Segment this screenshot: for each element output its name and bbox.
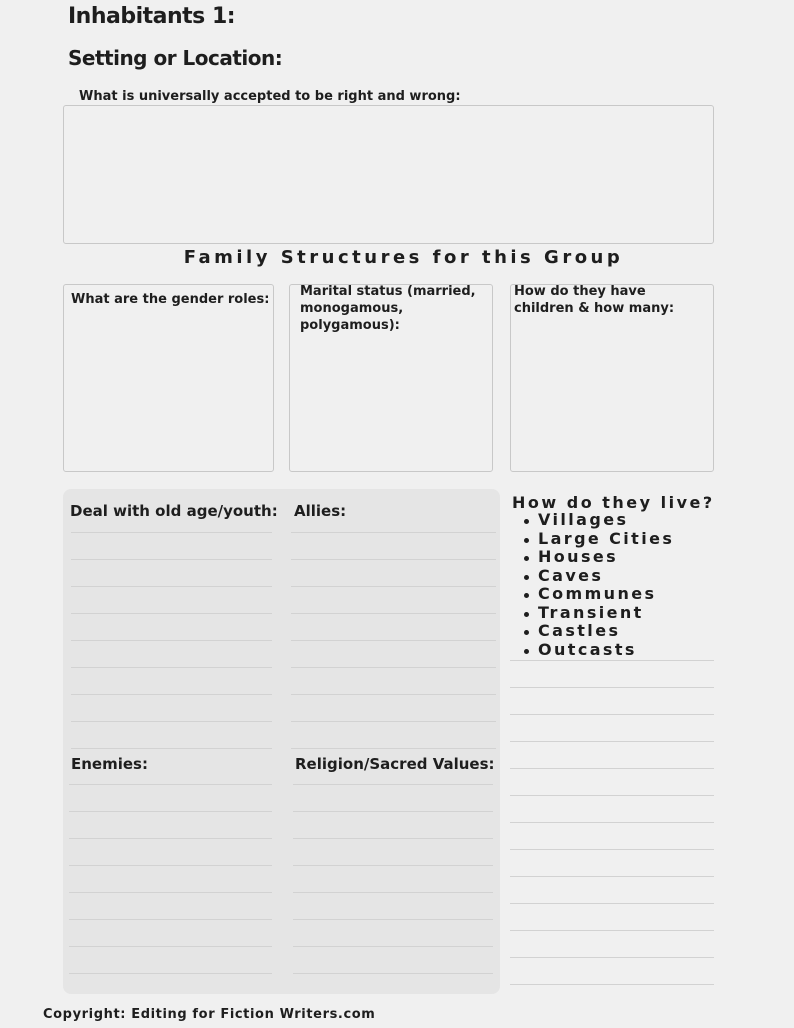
writing-line[interactable] <box>69 838 272 839</box>
writing-line[interactable] <box>69 892 272 893</box>
copyright-text: Copyright: Editing for Fiction Writers.com <box>43 1007 376 1022</box>
writing-line[interactable] <box>510 903 714 904</box>
writing-line[interactable] <box>293 892 493 893</box>
writing-line[interactable] <box>510 768 714 769</box>
writing-line[interactable] <box>510 687 714 688</box>
writing-line[interactable] <box>510 741 714 742</box>
writing-line[interactable] <box>71 532 272 533</box>
writing-line[interactable] <box>291 586 496 587</box>
writing-line[interactable] <box>510 849 714 850</box>
writing-line[interactable] <box>510 876 714 877</box>
writing-line[interactable] <box>291 640 496 641</box>
list-item: Outcasts <box>512 641 674 660</box>
writing-line[interactable] <box>71 613 272 614</box>
writing-line[interactable] <box>293 865 493 866</box>
writing-line[interactable] <box>69 946 272 947</box>
writing-line[interactable] <box>510 795 714 796</box>
writing-line[interactable] <box>293 919 493 920</box>
list-item: Houses <box>512 548 674 567</box>
list-item: Caves <box>512 567 674 586</box>
writing-line[interactable] <box>510 957 714 958</box>
right-wrong-prompt: What is universally accepted to be right and wrong: <box>79 89 461 104</box>
writing-line[interactable] <box>293 838 493 839</box>
writing-line[interactable] <box>510 822 714 823</box>
writing-line[interactable] <box>71 559 272 560</box>
writing-line[interactable] <box>291 613 496 614</box>
writing-line[interactable] <box>71 586 272 587</box>
family-section-title: Family Structures for this Group <box>183 247 624 268</box>
writing-line[interactable] <box>510 930 714 931</box>
old-age-heading: Deal with old age/youth: <box>70 502 278 520</box>
writing-line[interactable] <box>510 984 714 985</box>
writing-line[interactable] <box>510 660 714 661</box>
list-item: Transient <box>512 604 674 623</box>
writing-line[interactable] <box>293 811 493 812</box>
writing-line[interactable] <box>71 640 272 641</box>
children-box[interactable] <box>510 284 714 472</box>
enemies-heading: Enemies: <box>71 755 148 773</box>
list-item: Communes <box>512 585 674 604</box>
list-item: Castles <box>512 622 674 641</box>
right-wrong-textbox[interactable] <box>63 105 714 244</box>
writing-line[interactable] <box>291 667 496 668</box>
list-item: Large Cities <box>512 530 674 549</box>
writing-line[interactable] <box>291 532 496 533</box>
writing-line[interactable] <box>291 694 496 695</box>
religion-heading: Religion/Sacred Values: <box>295 755 495 773</box>
how-live-list <box>512 511 674 659</box>
page-title: Inhabitants 1: <box>68 4 236 29</box>
writing-line[interactable] <box>291 748 496 749</box>
setting-label: Setting or Location: <box>68 46 283 70</box>
writing-line[interactable] <box>69 919 272 920</box>
writing-line[interactable] <box>71 667 272 668</box>
writing-line[interactable] <box>71 748 272 749</box>
writing-line[interactable] <box>69 973 272 974</box>
writing-line[interactable] <box>510 714 714 715</box>
writing-line[interactable] <box>293 973 493 974</box>
gender-roles-box[interactable] <box>63 284 274 472</box>
writing-line[interactable] <box>291 559 496 560</box>
writing-line[interactable] <box>69 811 272 812</box>
allies-heading: Allies: <box>294 502 347 520</box>
how-live-title: How do they live? <box>512 493 715 512</box>
writing-line[interactable] <box>293 946 493 947</box>
marital-status-label: Marital status (married, monogamous, polygamous): <box>300 284 476 333</box>
list-item: Villages <box>512 511 674 530</box>
gender-roles-label: What are the gender roles: <box>71 292 270 307</box>
writing-line[interactable] <box>291 721 496 722</box>
writing-line[interactable] <box>71 694 272 695</box>
writing-line[interactable] <box>69 865 272 866</box>
children-label: How do they have children & how many: <box>514 284 675 316</box>
writing-line[interactable] <box>293 784 493 785</box>
writing-line[interactable] <box>69 784 272 785</box>
marital-status-box[interactable] <box>289 284 493 472</box>
writing-line[interactable] <box>71 721 272 722</box>
